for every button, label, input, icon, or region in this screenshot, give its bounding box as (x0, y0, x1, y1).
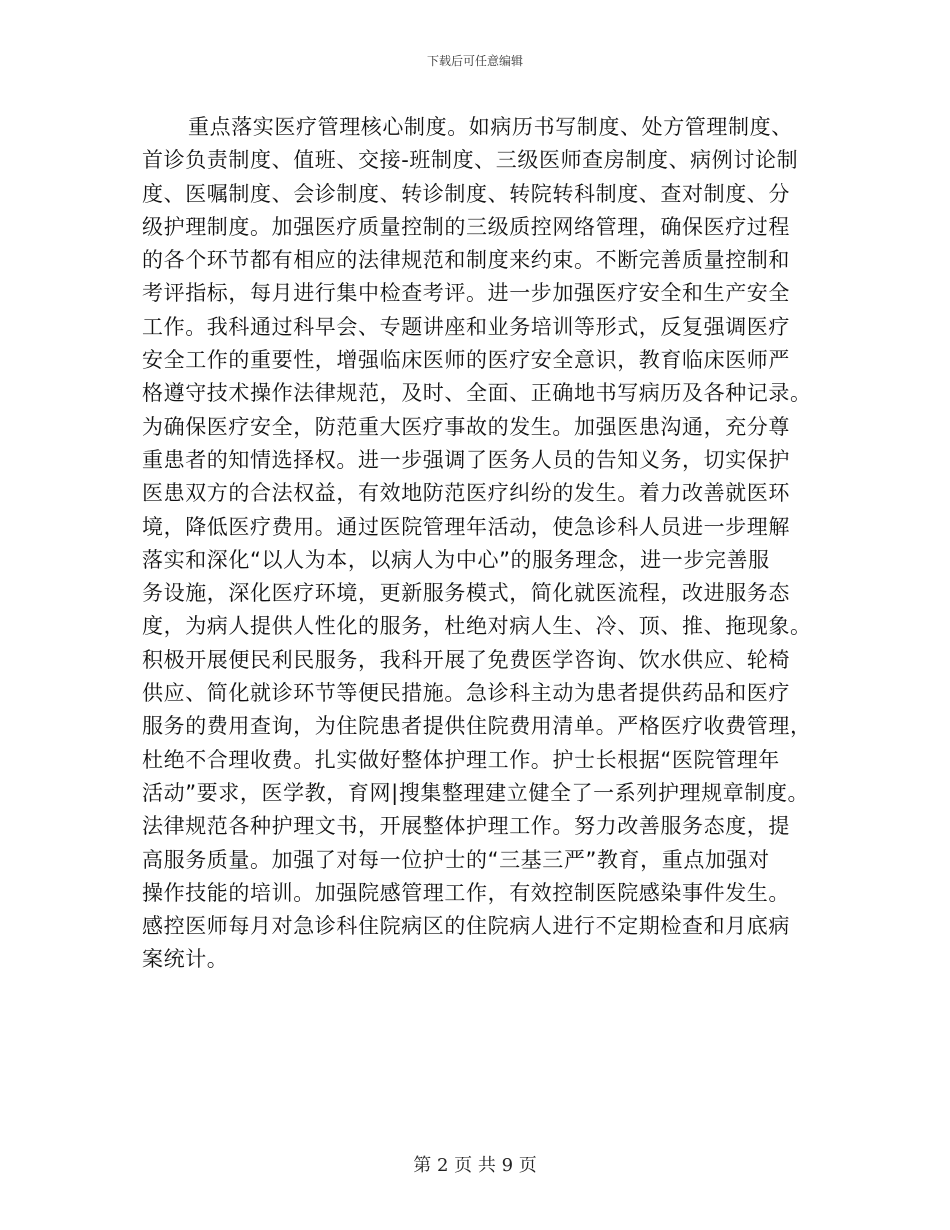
paragraph-line: 的各个环节都有相应的法律规范和制度来约束。不断完善质量控制和 (142, 248, 790, 273)
paragraph-line: 境，降低医疗费用。通过医院管理年活动，使急诊科人员进一步理解 (142, 514, 790, 539)
paragraph-line: 感控医师每月对急诊科住院病区的住院病人进行不定期检查和月底病 (142, 914, 790, 939)
paragraph-line: 医患双方的合法权益，有效地防范医疗纠纷的发生。着力改善就医环 (142, 481, 790, 506)
paragraph-line: 度、医嘱制度、会诊制度、转诊制度、转院转科制度、查对制度、分 (142, 181, 790, 206)
paragraph-line: 务设施，深化医疗环境，更新服务模式，简化就医流程，改进服务态 (142, 581, 790, 606)
paragraph-line: 杜绝不合理收费。扎实做好整体护理工作。护士长根据“医院管理年 (142, 747, 780, 772)
paragraph-line: 工作。我科通过科早会、专题讲座和业务培训等形式，反复强调医疗 (142, 314, 790, 339)
paragraph-line: 度，为病人提供人性化的服务，杜绝对病人生、冷、顶、推、拖现象。 (142, 614, 812, 639)
paragraph-line: 安全工作的重要性，增强临床医师的医疗安全意识，教育临床医师严 (142, 348, 790, 373)
paragraph-line: 首诊负责制度、值班、交接-班制度、三级医师查房制度、病例讨论制 (142, 148, 799, 173)
page-number: 第 2 页 共 9 页 (413, 1155, 537, 1176)
paragraph-line: 活动”要求，医学教，育网|搜集整理建立健全了一系列护理规章制度。 (142, 780, 810, 805)
paragraph-line: 高服务质量。加强了对每一位护士的“三基三严”教育，重点加强对 (142, 847, 770, 872)
paragraph-line: 法律规范各种护理文书，开展整体护理工作。努力改善服务态度，提 (142, 814, 790, 839)
paragraph-line: 案统计。 (142, 947, 229, 972)
paragraph-line: 重点落实医疗管理核心制度。如病历书写制度、处方管理制度、 (188, 115, 793, 139)
paragraph-line: 重患者的知情选择权。进一步强调了医务人员的告知义务，切实保护 (142, 447, 790, 472)
paragraph-line: 为确保医疗安全，防范重大医疗事故的发生。加强医患沟通，充分尊 (142, 414, 790, 439)
paragraph-line: 操作技能的培训。加强院感管理工作，有效控制医院感染事件发生。 (142, 880, 790, 905)
paragraph-line: 考评指标，每月进行集中检查考评。进一步加强医疗安全和生产安全 (142, 281, 790, 306)
paragraph-line: 格遵守技术操作法律规范，及时、全面、正确地书写病历及各种记录。 (142, 381, 812, 406)
page-header: 下载后可任意编辑 (426, 54, 523, 68)
paragraph-line: 服务的费用查询，为住院患者提供住院费用清单。严格医疗收费管理， (142, 714, 812, 739)
document-body (142, 111, 822, 977)
paragraph-line: 供应、简化就诊环节等便民措施。急诊科主动为患者提供药品和医疗 (142, 681, 790, 706)
paragraph-line: 积极开展便民利民服务，我科开展了免费医学咨询、饮水供应、轮椅 (142, 647, 790, 672)
paragraph-line: 级护理制度。加强医疗质量控制的三级质控网络管理，确保医疗过程 (142, 214, 790, 239)
paragraph-line: 落实和深化“以人为本，以病人为中心”的服务理念，进一步完善服 (142, 547, 770, 572)
